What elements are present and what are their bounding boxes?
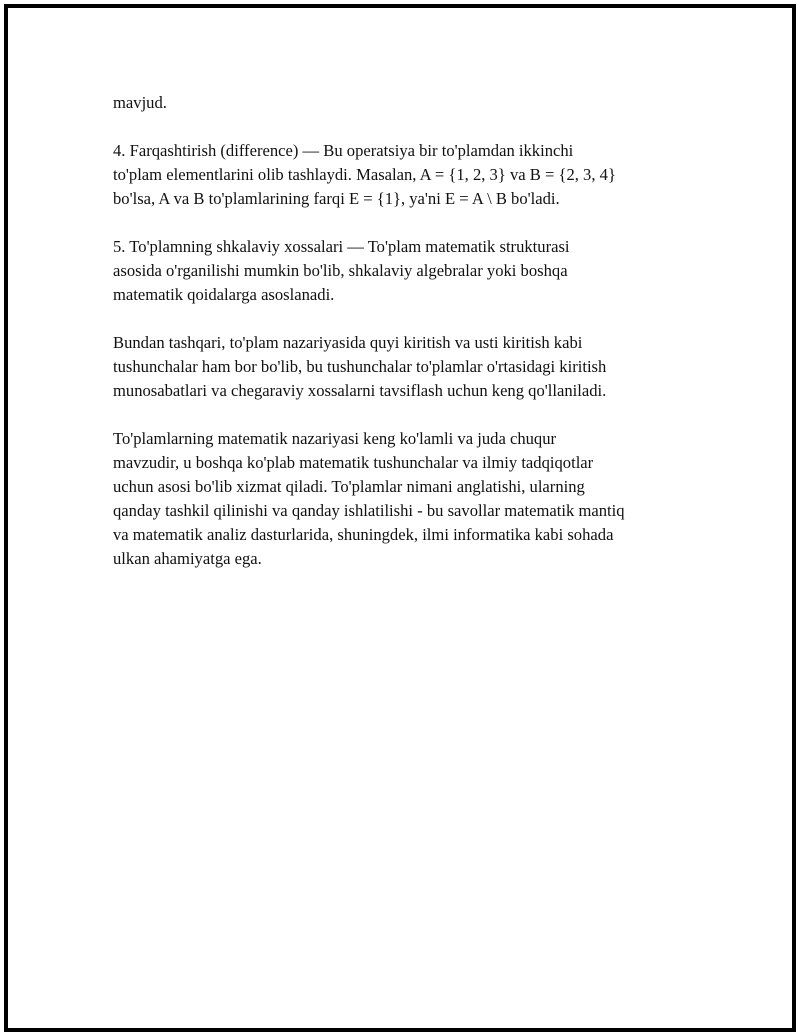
text-line: tushunchalar ham bor bo'lib, bu tushunchalar to'plamlar o'rtasidagi kiritish: [113, 357, 607, 376]
document-body: [113, 91, 693, 595]
text-line: asosida o'rganilishi mumkin bo'lib, shkalaviy algebralar yoki boshqa: [113, 261, 568, 280]
text-line: ulkan ahamiyatga ega.: [113, 549, 262, 568]
text-line: 5. To'plamning shkalaviy xossalari — To'plam matematik strukturasi: [113, 237, 570, 256]
text-line: matematik qoidalarga asoslanadi.: [113, 285, 335, 304]
text-line: To'plamlarning matematik nazariyasi keng ko'lamli va juda chuqur: [113, 429, 557, 448]
text-line: mavjud.: [113, 93, 167, 112]
paragraph-scale-properties: [113, 235, 693, 307]
text-line: uchun asosi bo'lib xizmat qiladi. To'plamlar nimani anglatishi, ularning: [113, 477, 585, 496]
text-line: bo'lsa, A va B to'plamlarining farqi E = {1}, ya'ni E = A \ B bo'ladi.: [113, 189, 560, 208]
text-line: to'plam elementlarini olib tashlaydi. Masalan, A = {1, 2, 3} va B = {2, 3, 4}: [113, 165, 616, 184]
paragraph-inclusion: [113, 331, 693, 403]
text-line: mavzudir, u boshqa ko'plab matematik tushunchalar va ilmiy tadqiqotlar: [113, 453, 594, 472]
text-line: Bundan tashqari, to'plam nazariyasida quyi kiritish va usti kiritish kabi: [113, 333, 583, 352]
paragraph-continuation: [113, 91, 693, 115]
paragraph-conclusion: [113, 427, 693, 571]
text-line: va matematik analiz dasturlarida, shuningdek, ilmi informatika kabi sohada: [113, 525, 614, 544]
text-line: qanday tashkil qilinishi va qanday ishlatilishi - bu savollar matematik mantiq: [113, 501, 625, 520]
paragraph-difference: [113, 139, 693, 211]
text-line: 4. Farqashtirish (difference) — Bu operatsiya bir to'plamdan ikkinchi: [113, 141, 574, 160]
text-line: munosabatlari va chegaraviy xossalarni tavsiflash uchun keng qo'llaniladi.: [113, 381, 607, 400]
